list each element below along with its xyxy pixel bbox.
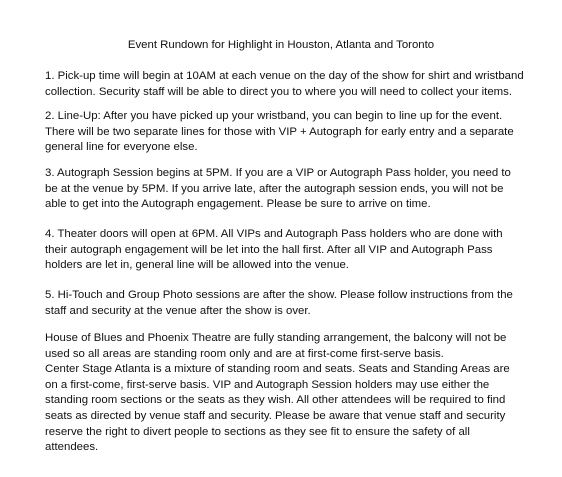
paragraph-text: 2. Line-Up: After you have picked up your wristband, you can begin to line up for the event. There will be two separate lines for those with VIP + Autograph for early entry and a separate general line for everyone else. <box>45 110 514 154</box>
paragraph-theater-doors <box>45 227 525 274</box>
paragraph-text: 4. Theater doors will open at 6PM. All VIPs and Autograph Pass holders who are done with their autograph engagement will be let into the hall first. After all VIP and Autograph Pass holders are let in, general line will be allowed into the venue. <box>45 228 503 272</box>
paragraph-pickup <box>45 69 525 100</box>
paragraph-text: 3. Autograph Session begins at 5PM. If you are a VIP or Autograph Pass holder, you need to be at the venue by 5PM. If you arrive late, after the autograph session ends, you will not be able to get into the Autograph engagement. Please be sure to arrive on time. <box>45 167 511 211</box>
venue-note-house-of-blues: House of Blues and Phoenix Theatre are fully standing arrangement, the balcony will not be used so all areas are standing room only and are at first-come first-serve basis. <box>45 332 507 360</box>
document-title: Event Rundown for Highlight in Houston, Atlanta and Toronto <box>127 39 435 51</box>
paragraph-autograph-session <box>45 166 525 213</box>
paragraph-text: 1. Pick-up time will begin at 10AM at each venue on the day of the show for shirt and wristband collection. Security staff will be able to direct you to where you will need to collect your items. <box>45 70 524 98</box>
venue-notes <box>45 331 525 456</box>
paragraph-text: 5. Hi-Touch and Group Photo sessions are after the show. Please follow instructions from the staff and security at the venue after the show is over. <box>45 289 513 317</box>
paragraph-line-up <box>45 109 525 156</box>
paragraph-hi-touch <box>45 288 525 319</box>
venue-note-center-stage: Center Stage Atlanta is a mixture of standing room and seats. Seats and Standing Areas are on a first-come, first-serve basis. VIP and Autograph Session holders may use either the standing room sections or the seats as they wish. All other attendees will be required to find seats as directed by venue staff and security. Please be aware that venue staff and security reserve the right to divert people to sections as they see fit to ensure the safety of all attendees. <box>45 363 510 454</box>
